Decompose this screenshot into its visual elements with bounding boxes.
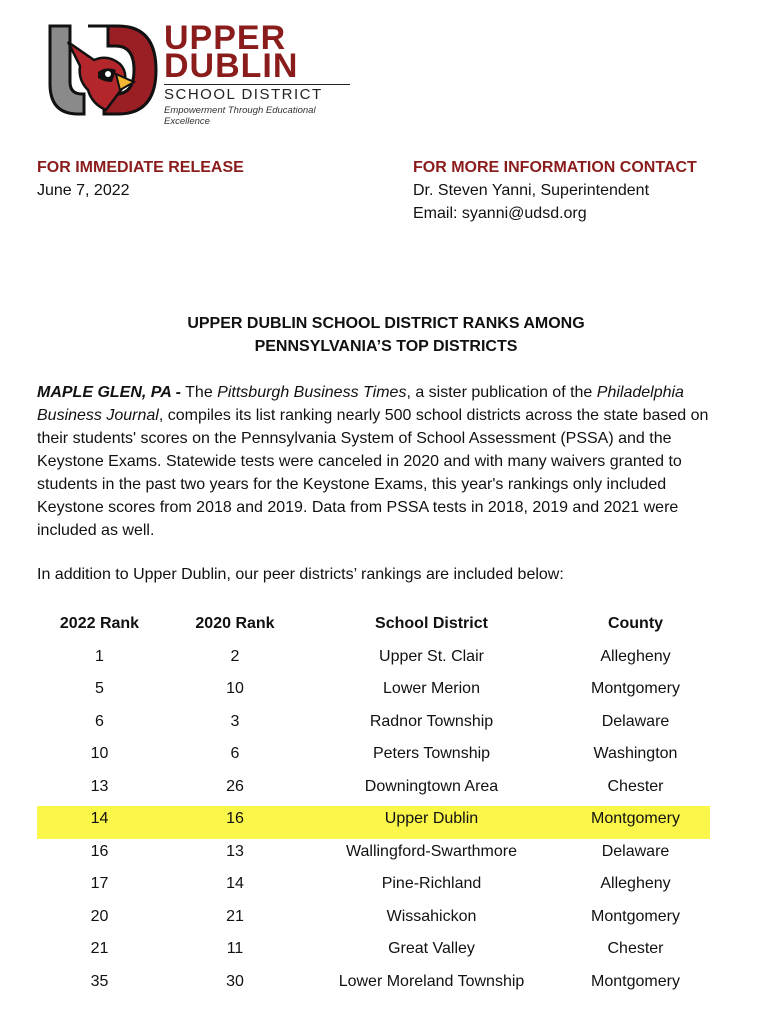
- header-school-district: School District: [375, 615, 488, 632]
- logo-tagline: Empowerment Through Educational Excellence: [164, 105, 316, 127]
- cell-2022-rank: 13: [90, 777, 109, 795]
- cell-district: Upper St. Clair: [379, 647, 484, 665]
- cell-2020-rank: 13: [226, 842, 244, 860]
- headline-line-1: UPPER DUBLIN SCHOOL DISTRICT RANKS AMONG: [187, 315, 585, 332]
- table-row: [37, 709, 727, 742]
- cell-2020-rank: 3: [230, 712, 240, 730]
- body-text-3: , compiles its list ranking nearly 500 school districts across the state based on their students' scores on the Pennsylvania System of School Assessment (PSSA) and the Keystone Exams. Statewide tests were canceled in 2020 and with many waivers granted to students in the past two years for the Keystone Exams, this year's rankings only included Keystone scores from 2018 and 2019. Data from PSSA tests in 2018, 2019 and 2021 were included as well.: [37, 407, 709, 539]
- cell-2022-rank: 1: [95, 647, 104, 665]
- cell-district: Upper Dublin: [384, 810, 479, 827]
- header-2020-rank: 2020 Rank: [195, 615, 275, 632]
- cell-2022-rank: 21: [90, 940, 109, 957]
- cell-2022-rank: 14: [90, 810, 109, 827]
- press-headline: [0, 312, 757, 358]
- cell-2020-rank: 2: [230, 647, 240, 665]
- contact-email: Email: syanni@udsd.org: [413, 205, 587, 222]
- cell-2020-rank: 10: [226, 680, 244, 697]
- logo-line-upper: UPPER: [164, 19, 287, 57]
- cell-2022-rank: 16: [90, 842, 109, 860]
- cell-2020-rank: 30: [226, 972, 244, 990]
- cell-2020-rank: 26: [226, 777, 244, 795]
- body-text-2: , a sister publication of the: [406, 384, 597, 401]
- body-paragraph: [37, 381, 727, 542]
- table-row: [37, 904, 727, 937]
- cell-district: Wissahickon: [386, 907, 477, 925]
- contact-label: FOR MORE INFORMATION CONTACT: [413, 159, 697, 176]
- table-row: [37, 871, 727, 904]
- district-logo: [48, 19, 358, 127]
- cell-district: Lower Merion: [383, 680, 480, 697]
- cell-county: Delaware: [601, 842, 670, 860]
- cell-county: Chester: [607, 940, 664, 957]
- publication-2: Philadelphia Business Journal: [37, 384, 684, 424]
- cell-county: Chester: [607, 777, 664, 795]
- cell-county: Montgomery: [591, 907, 680, 925]
- header-2022-rank: 2022 Rank: [59, 615, 140, 632]
- cardinal-logo-icon: [48, 24, 158, 120]
- cell-district: Great Valley: [388, 940, 475, 957]
- cell-2022-rank: 17: [90, 875, 109, 892]
- cell-2022-rank: 10: [90, 745, 109, 762]
- body-text-1: The: [181, 384, 218, 401]
- table-row: [37, 741, 727, 774]
- table-row: [37, 969, 727, 1002]
- table-row-highlighted: [37, 806, 710, 839]
- table-intro: In addition to Upper Dublin, our peer districts’ rankings are included below:: [37, 566, 564, 583]
- cell-2022-rank: 5: [95, 680, 104, 697]
- release-block: [37, 156, 244, 202]
- cell-district: Peters Township: [372, 745, 491, 762]
- cell-district: Pine-Richland: [381, 875, 482, 892]
- cell-county: Montgomery: [591, 810, 680, 827]
- cell-county: Montgomery: [591, 972, 680, 990]
- header-county: County: [607, 615, 664, 632]
- headline-line-2: PENNSYLVANIA’S TOP DISTRICTS: [254, 338, 518, 355]
- cell-2020-rank: 14: [226, 875, 244, 892]
- table-row: [37, 676, 727, 709]
- cell-county: Montgomery: [591, 680, 680, 697]
- cell-2022-rank: 6: [95, 712, 104, 730]
- table-header: [37, 611, 727, 644]
- cell-county: Washington: [593, 745, 678, 762]
- release-label: FOR IMMEDIATE RELEASE: [37, 159, 244, 176]
- logo-line-dublin: DUBLIN: [164, 47, 299, 85]
- contact-block: [413, 156, 697, 225]
- publication-1: Pittsburgh Business Times: [217, 384, 407, 401]
- table-row: [37, 839, 727, 872]
- cell-2020-rank: 16: [226, 810, 244, 827]
- cell-district: Lower Moreland Township: [338, 972, 525, 990]
- contact-name: Dr. Steven Yanni, Superintendent: [413, 182, 650, 199]
- cell-2020-rank: 11: [226, 940, 244, 957]
- table-row: [37, 774, 727, 807]
- release-date: June 7, 2022: [37, 182, 130, 199]
- table-row: [37, 936, 727, 969]
- cell-2020-rank: 6: [230, 745, 240, 762]
- cell-county: Allegheny: [600, 875, 671, 892]
- cell-district: Wallingford-Swarthmore: [345, 842, 517, 860]
- logo-subtitle: SCHOOL DISTRICT: [164, 84, 350, 103]
- cell-county: Delaware: [601, 712, 670, 730]
- cell-2022-rank: 35: [90, 972, 109, 990]
- cell-2020-rank: 21: [226, 907, 244, 925]
- dateline: MAPLE GLEN, PA -: [37, 384, 181, 401]
- cell-2022-rank: 20: [90, 907, 109, 925]
- cell-district: Downingtown Area: [364, 777, 499, 795]
- cell-district: Radnor Township: [369, 712, 494, 730]
- cell-county: Allegheny: [600, 647, 671, 665]
- rankings-table: [37, 611, 727, 1001]
- table-row: [37, 644, 727, 677]
